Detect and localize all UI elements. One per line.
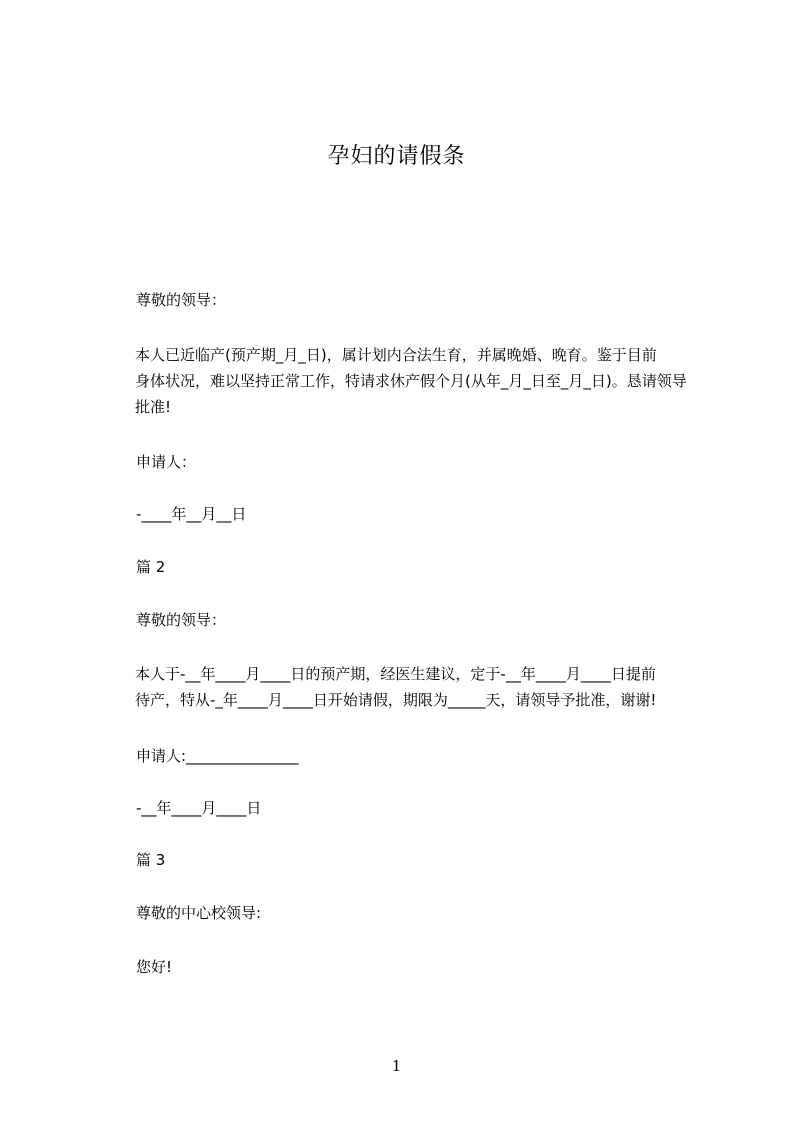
document-title: 孕妇的请假条 xyxy=(327,144,466,169)
body-paragraph-1-line-2: 身体状况，难以坚持正常工作，特请求休产假个月(从年_月_日至_月_日)。恳请领导 xyxy=(135,372,687,390)
body-paragraph-2 xyxy=(135,661,665,713)
greeting-3: 您好! xyxy=(136,958,173,976)
section-heading-3: 篇 3 xyxy=(136,851,166,869)
salutation-2: 尊敬的领导： xyxy=(136,611,227,629)
salutation-1: 尊敬的领导： xyxy=(136,291,227,309)
body-paragraph-2-line-2: 待产，特从-_年____月____日开始请假，期限为_____天，请领导予批准，谢谢! xyxy=(135,691,657,709)
section-heading-2: 篇 2 xyxy=(136,558,166,576)
applicant-2: 申请人:_______________ xyxy=(136,747,299,765)
date-1: -____年__月__日 xyxy=(136,505,247,523)
applicant-1: 申请人： xyxy=(136,453,197,471)
body-paragraph-1-line-3: 批准! xyxy=(135,398,172,416)
body-paragraph-1 xyxy=(135,342,687,420)
date-2: -__年____月____日 xyxy=(136,799,262,817)
page-number: 1 xyxy=(391,1057,402,1075)
body-paragraph-1-line-1: 本人已近临产(预产期_月_日)，属计划内合法生育，并属晚婚、晚育。鉴于目前 xyxy=(135,346,657,364)
salutation-3: 尊敬的中心校领导: xyxy=(136,904,262,922)
body-paragraph-2-line-1: 本人于-__年____月____日的预产期，经医生建议，定于-__年____月____日提前 xyxy=(135,665,656,683)
